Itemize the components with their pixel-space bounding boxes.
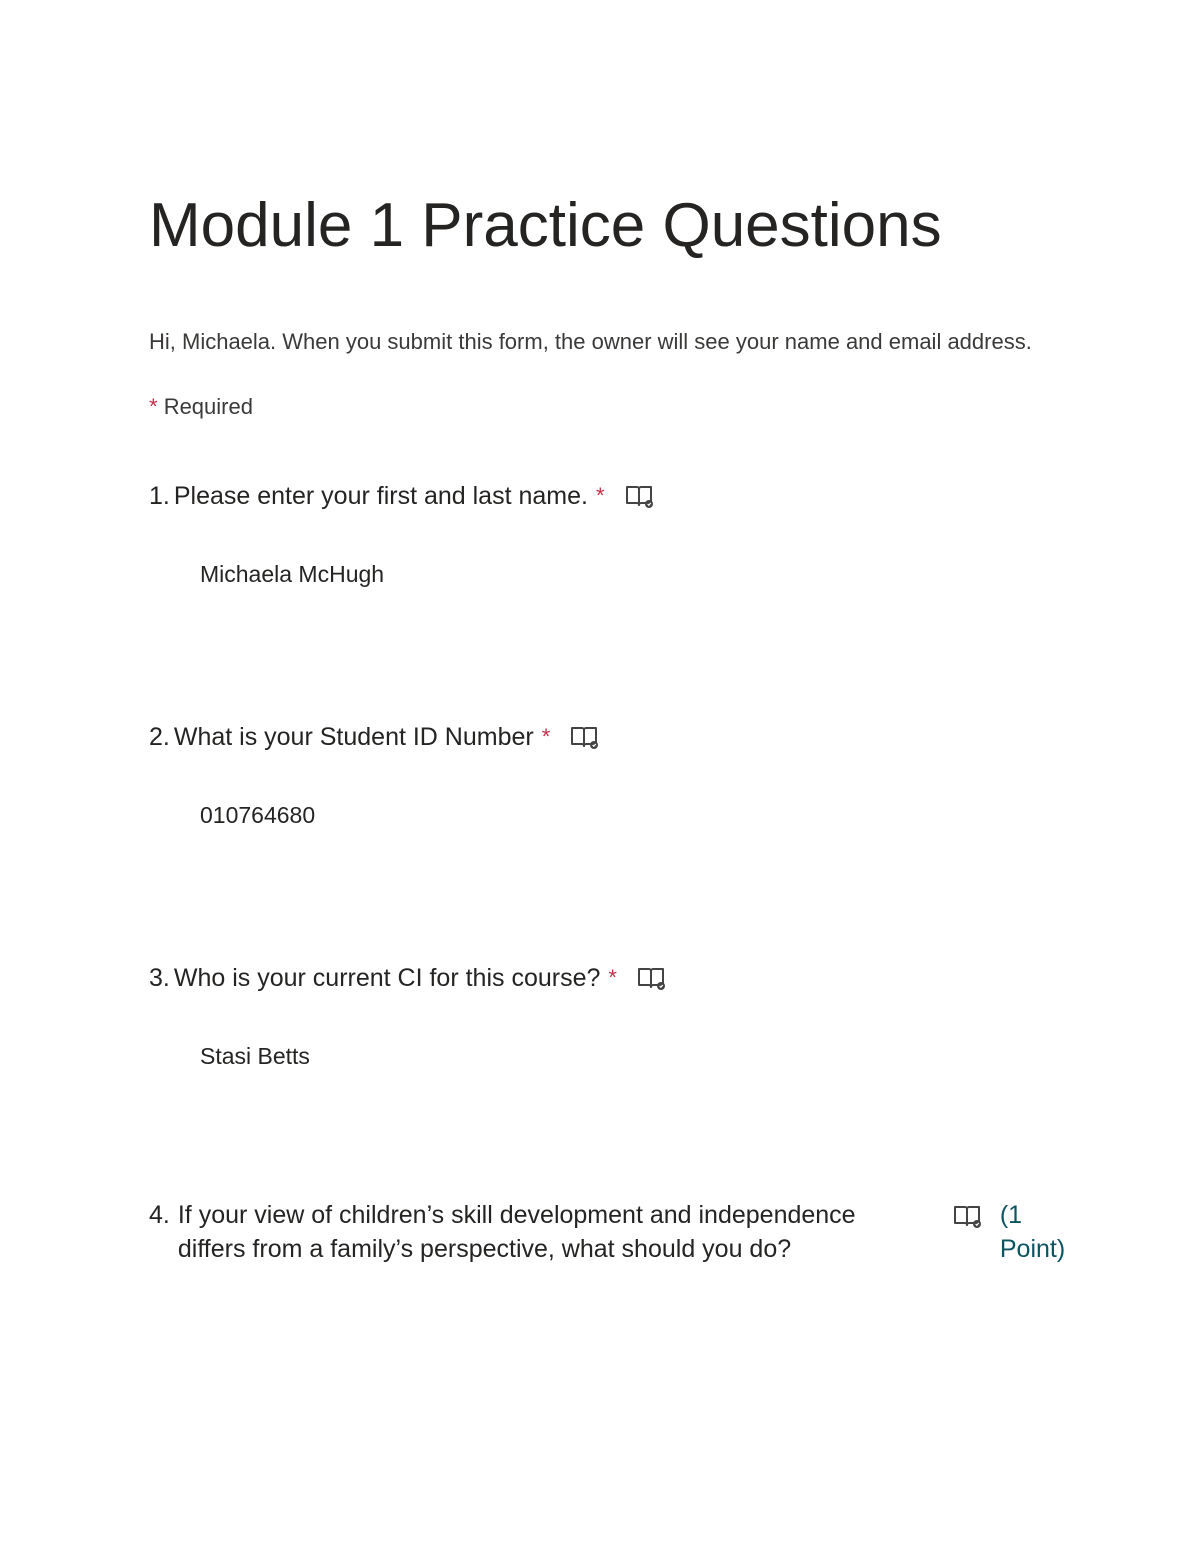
answer-text: 010764680 bbox=[200, 802, 316, 828]
form-intro-text: Hi, Michaela. When you submit this form, the owner will see your name and email address. bbox=[149, 329, 1032, 354]
question-1 bbox=[149, 479, 1069, 587]
question-text: Please enter your first and last name. bbox=[173, 482, 588, 510]
question-3-header bbox=[149, 961, 1069, 995]
question-2-header bbox=[149, 720, 1069, 754]
answer-text: Michaela McHugh bbox=[200, 561, 385, 587]
question-2 bbox=[149, 720, 1069, 828]
required-note bbox=[149, 393, 253, 421]
question-number: 3. bbox=[149, 964, 170, 992]
question-text: What is your Student ID Number bbox=[173, 723, 534, 751]
immersive-reader-icon[interactable] bbox=[952, 1199, 984, 1233]
question-number: 1. bbox=[149, 482, 170, 510]
question-4-header bbox=[149, 1198, 1089, 1266]
immersive-reader-icon[interactable] bbox=[637, 961, 667, 995]
required-star: * bbox=[595, 483, 605, 508]
required-label: Required bbox=[163, 394, 253, 419]
answer-text: Stasi Betts bbox=[200, 1043, 310, 1069]
question-text: Who is your current CI for this course? bbox=[173, 964, 601, 992]
question-number: 4. bbox=[149, 1201, 170, 1229]
question-3 bbox=[149, 961, 1069, 1069]
question-number: 2. bbox=[149, 723, 170, 751]
required-star: * bbox=[608, 965, 617, 990]
immersive-reader-icon[interactable] bbox=[625, 479, 655, 513]
question-1-header bbox=[149, 479, 1069, 513]
immersive-reader-icon[interactable] bbox=[570, 720, 600, 754]
question-text: If your view of children’s skill development and independence differs from a family’s perspective, what should you do? bbox=[177, 1201, 856, 1263]
question-4 bbox=[149, 1198, 1089, 1266]
form-title: Module 1 Practice Questions bbox=[149, 191, 942, 260]
required-star: * bbox=[541, 724, 551, 749]
question-points: (1 Point) bbox=[999, 1201, 1066, 1263]
required-star: * bbox=[149, 394, 158, 419]
